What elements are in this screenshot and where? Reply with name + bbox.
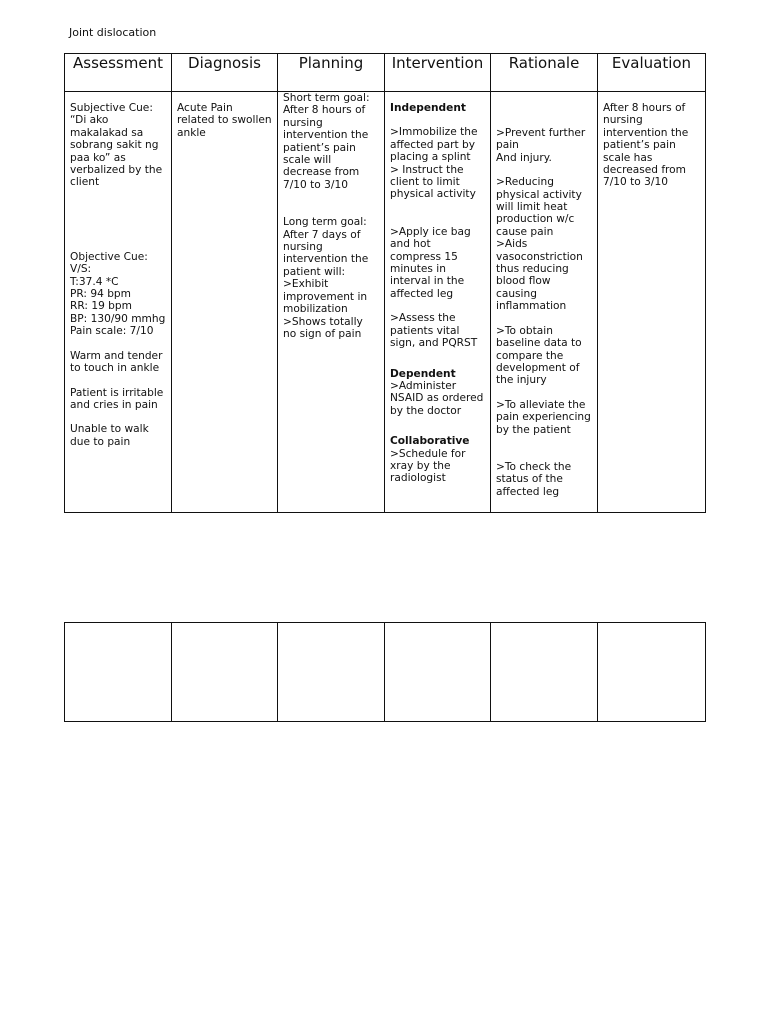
rationale-4: >To alleviate the pain experiencing by the patient [496,398,591,436]
evaluation-cell [598,92,706,513]
diagnosis-text: Acute Pain related to swollen ankle [177,102,272,139]
header-diagnosis: Diagnosis [172,54,278,92]
planning-cell [278,92,385,513]
rationale-5: >To check the status of the affected leg [496,460,572,498]
empty-cell [172,623,278,722]
intervention-cell [385,92,491,513]
rationale-1: >Prevent further pain And injury. [496,127,586,164]
rationale-cell [491,92,598,513]
header-rationale: Rationale [491,54,598,92]
dependent-heading: Dependent [390,367,456,380]
unable-walk-cue: Unable to walk due to pain [70,423,149,448]
diagnosis-cell [172,92,278,513]
header-assessment: Assessment [65,54,172,92]
empty-row [65,623,706,722]
short-term-goal: Short term goal: After 8 hours of nursing intervention the patient’s pain scale will decrease from 7/10 to 3/10 [283,92,370,191]
rationale-3: >To obtain baseline data to compare the development of the injury [496,324,582,387]
independent-intervention-1: >Immobilize the affected part by placing a splint > Instruct the client to limit physical activity [390,126,478,201]
header-planning: Planning [278,54,385,92]
evaluation-text: After 8 hours of nursing intervention the patient’s pain scale has decreased from 7/10 to 3/10 [603,102,689,189]
subjective-cue: Subjective Cue: “Di ako makalakad sa sobrang sakit ng paa ko” as verbalized by the client [70,102,163,189]
dependent-intervention-1: >Administer NSAID as ordered by the doctor [390,379,484,417]
header-evaluation: Evaluation [598,54,706,92]
assessment-cell [65,92,172,513]
empty-cell [65,623,172,722]
empty-cell [278,623,385,722]
irritable-cue: Patient is irritable and cries in pain [70,386,164,411]
empty-table [64,622,706,722]
objective-cue: Objective Cue: V/S: T:37.4 *C PR: 94 bpm RR: 19 bpm BP: 130/90 mmhg Pain scale: 7/10 [70,250,166,338]
rationale-2: >Reducing physical activity will limit heat production w/c cause pain >Aids vasoconstriction thus reducing blood flow causing inflammation [496,176,583,313]
warm-tender-cue: Warm and tender to touch in ankle [70,349,163,375]
long-term-goal: Long term goal: After 7 days of nursing intervention the patient will: >Exhibit improvement in mobilization >Shows totally no sign of pain [283,216,369,340]
care-plan-table [64,53,706,513]
document-title: Joint dislocation [69,26,157,39]
independent-heading: Independent [390,102,466,114]
collaborative-heading: Collaborative [390,435,470,448]
independent-intervention-3: >Assess the patients vital sign, and PQRST [390,312,478,350]
content-row [65,92,706,513]
independent-intervention-2: >Apply ice bag and hot compress 15 minutes in interval in the affected leg [390,225,471,300]
empty-cell [385,623,491,722]
header-row [65,54,706,92]
empty-cell [598,623,706,722]
empty-cell [491,623,598,722]
collaborative-intervention-1: >Schedule for xray by the radiologist [390,447,466,485]
header-intervention: Intervention [385,54,491,92]
